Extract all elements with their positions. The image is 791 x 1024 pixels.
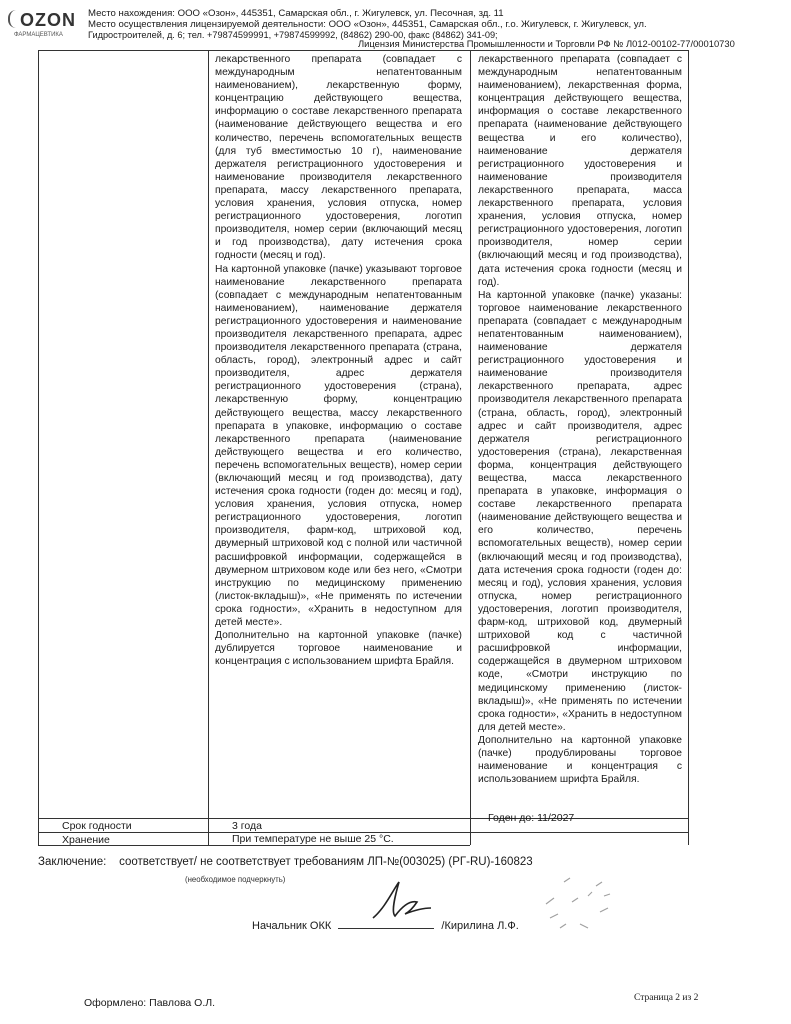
table-right-border xyxy=(688,50,689,845)
result-paragraph-1: лекарственного препарата (совпадает с международным непатентованным наименованием), лекарственная форма, концентрация действующего вещества, информация о составе лекарственного препарата (наименование действующего вещества и его количество), наименование держателя регистрационного удостоверения и наименование производителя лекарственного препарата, масса лекарственного препарата, условия хранения, условия отпуска, номер регистрационного удостоверения, логотип производителя, номер серии (включающий месяц и год производства), дата истечения срока годности (месяц и год). xyxy=(478,54,682,288)
header-address-line: Место нахождения: ООО «Озон», 445351, Самарская обл., г. Жигулевск, ул. Песочная, зд. 11 xyxy=(88,8,504,19)
prepared-by: Оформлено: Павлова О.Л. xyxy=(84,997,216,1009)
logo-subtitle: ФАРМАЦЕВТИКА xyxy=(14,32,63,38)
conclusion-label: Заключение: xyxy=(38,856,107,868)
spec-paragraph-2: На картонной упаковке (пачке) указывают торговое наименование лекарственного препарата (совпадает с международным непатентованным наименованием), наименование держателя регистрационного удостоверения и наименование производителя лекарственного препарата, адрес производителя лекарственного препарата (страна, область, город), электронный адрес и сайт производителя, адрес держателя регистрационного удостоверения (страна), лекарственную форму, концентрацию действующего вещества, массу лекарственного препарата в упаковке, информацию о составе лекарственного препарата (наименование действующего вещества и его количество, перечень вспомогательных веществ), номер серии (включающий месяц и год производства), дату истечения срока годности (годен до: месяц и год), условия хранения, условия отпуска, номер регистрационного удостоверения, логотип производителя, фарм-код, штриховой код, двумерный штриховой код с полной или частичной расшифровкой информации, содержащейся в двумерном штриховом коде или без него, «Смотри инструкцию по медицинскому применению (листок-вкладыш)», «Не применять по истечении срока годности», «Хранить в недоступном для детей месте». xyxy=(215,263,462,629)
table-divider-1 xyxy=(208,50,209,845)
storage-label: Хранение xyxy=(62,834,110,846)
conclusion-note: (необходимое подчеркнуть) xyxy=(185,875,286,884)
spec-column xyxy=(215,53,462,668)
conclusion xyxy=(38,856,533,868)
row-separator-1 xyxy=(38,818,688,819)
shelf-life-spec: 3 года xyxy=(232,820,262,832)
header-divider xyxy=(38,50,688,51)
stamp-mark xyxy=(540,868,620,938)
spec-paragraph-1: лекарственного препарата (совпадает с международным непатентованным наименованием), лекарственную форму, концентрацию действующего вещества, информацию о составе лекарственного препарата (наименование действующего вещества и его количество, перечень вспомогательных веществ (для туб вместимостью 10 г), наименование держателя регистрационного удостоверения и наименование производителя лекарственного препарата, массу лекарственного препарата, условия хранения, условия отпуска, номер регистрационного удостоверения, логотип производителя, номер серии (включающий месяц и год производства), дату истечения срока годности (месяц и год). xyxy=(215,54,462,262)
header-contacts-line: Гидростроителей, д. 6; тел. +79874599991, +79874599992, (84862) 290-00, факс (84862) 341-09; xyxy=(88,30,498,40)
company-logo xyxy=(6,10,76,46)
spec-paragraph-3: Дополнительно на картонной упаковке (пачке) дублируется торговое наименование и концентрация с использованием шрифта Брайля. xyxy=(215,630,462,668)
result-column xyxy=(478,53,682,786)
logo-swirl-icon xyxy=(8,10,20,28)
header-activity-line: Место осуществления лицензируемой деятельности: ООО «Озон», 445351, Самарская обл., г.о. Жигулевск, г. Жигулевск, ул. xyxy=(88,19,647,30)
table-divider-2 xyxy=(470,50,471,845)
result-paragraph-3: Дополнительно на картонной упаковке (пачке) продублированы торговое наименование и концентрация с использованием шрифта Брайля. xyxy=(478,734,682,786)
shelf-life-result: Годен до: 11/2027 xyxy=(488,812,575,824)
signature-name: /Кирилина Л.Ф. xyxy=(441,920,519,932)
shelf-life-label: Срок годности xyxy=(62,820,132,832)
result-paragraph-2: На картонной упаковке (пачке) указаны: торговое наименование лекарственного препарата (совпадает с международным непатентованным наименованием), наименование держателя регистрационного удостоверения и наименование производителя лекарственного препарата, адрес производителя лекарственного препарата (страна, область, город), электронный адрес и сайт производителя, адрес держателя регистрационного удостоверения (страна), лекарственная форма, концентрация действующего вещества, масса лекарственного препарата в упаковке, информация о составе лекарственного препарата (наименование действующего вещества и его количество, перечень вспомогательных веществ), номер серии (включающий месяц и год производства), дата истечения срока годности (годен до: месяц и год), условия хранения, условия отпуска, номер регистрационного удостоверения, логотип производителя, фарм-код, штриховой код, двумерный штриховой код с частичной расшифровкой информации, содержащейся в двумерном штриховом коде, «Смотри инструкцию по медицинскому применению (листок-вкладыш)», «Не применять по истечении срока годности», «Хранить в недоступном для детей месте». xyxy=(478,289,682,733)
storage-spec: При температуре не выше 25 °С. xyxy=(232,833,394,845)
handwritten-signature xyxy=(365,878,435,926)
conclusion-text: соответствует/ не соответствует требованиям ЛП-№(003025) (РГ-RU)-160823 xyxy=(119,856,533,868)
page-number: Страница 2 из 2 xyxy=(634,993,699,1003)
signature-title: Начальник ОКК xyxy=(252,920,332,932)
table-left-border xyxy=(38,50,39,845)
logo-name: OZON xyxy=(20,10,76,30)
header-license: Лицензия Министерства Промышленности и Торговли РФ № Л012-00102-77/00010730 xyxy=(358,38,735,49)
